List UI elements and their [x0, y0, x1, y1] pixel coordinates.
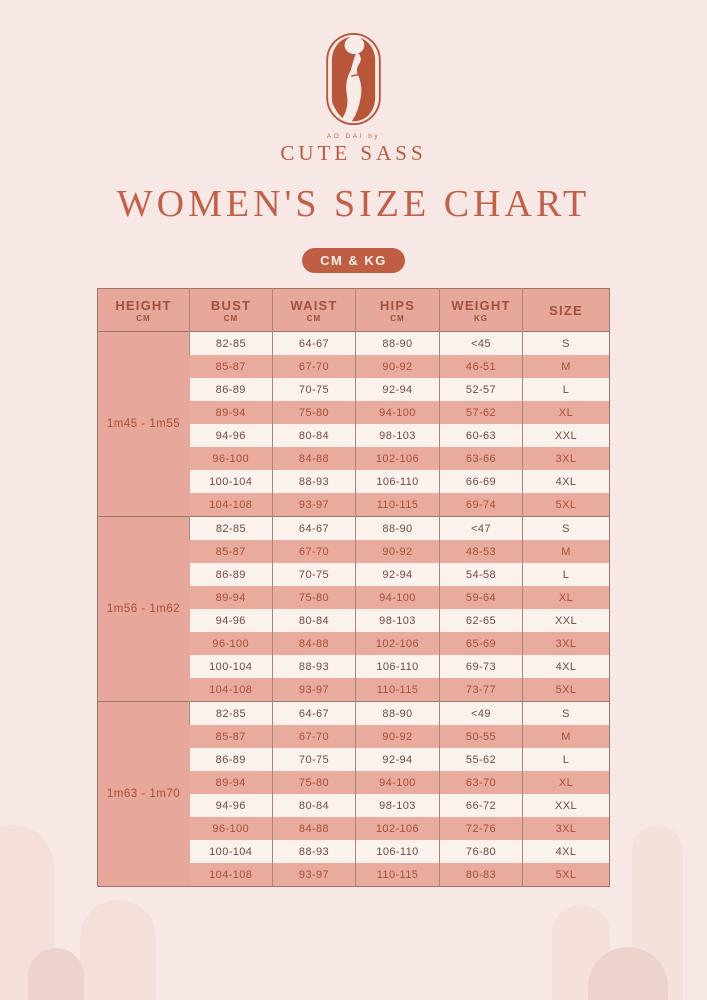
value-cell: 94-100	[356, 401, 440, 424]
value-cell: 72-76	[440, 817, 523, 840]
value-cell: 69-74	[440, 493, 523, 517]
value-cell: 88-93	[273, 655, 356, 678]
brand-tagline: AO DAI by	[326, 133, 381, 140]
column-header-hips	[356, 289, 440, 332]
value-cell: 54-58	[440, 563, 523, 586]
size-cell: XXL	[523, 424, 610, 447]
unit-badge: CM & KG	[302, 248, 405, 273]
column-header-label: WAIST	[290, 297, 338, 313]
value-cell: 98-103	[356, 794, 440, 817]
value-cell: 59-64	[440, 586, 523, 609]
value-cell: 84-88	[273, 817, 356, 840]
table-header-row	[98, 289, 610, 332]
value-cell: 102-106	[356, 817, 440, 840]
value-cell: 75-80	[273, 771, 356, 794]
value-cell: 66-69	[440, 470, 523, 493]
column-header-bust	[190, 289, 273, 332]
value-cell: 67-70	[273, 540, 356, 563]
column-header-label: SIZE	[549, 302, 583, 318]
value-cell: 100-104	[190, 840, 273, 863]
column-header-unit: CM	[136, 313, 151, 323]
size-cell: M	[523, 725, 610, 748]
value-cell: 85-87	[190, 540, 273, 563]
value-cell: 84-88	[273, 632, 356, 655]
value-cell: 88-93	[273, 840, 356, 863]
size-cell: 4XL	[523, 655, 610, 678]
value-cell: 88-90	[356, 332, 440, 356]
value-cell: 50-55	[440, 725, 523, 748]
value-cell: 80-84	[273, 794, 356, 817]
value-cell: 110-115	[356, 863, 440, 887]
value-cell: 94-100	[356, 586, 440, 609]
table-row	[98, 517, 610, 541]
value-cell: 96-100	[190, 447, 273, 470]
column-header-unit: CM	[223, 313, 239, 323]
column-header-label: BUST	[210, 297, 252, 313]
page-title: WOMEN'S SIZE CHART	[116, 183, 591, 225]
value-cell: 52-57	[440, 378, 523, 401]
value-cell: 89-94	[190, 401, 273, 424]
value-cell: 98-103	[356, 424, 440, 447]
value-cell: 100-104	[190, 470, 273, 493]
size-cell: L	[523, 748, 610, 771]
value-cell: 102-106	[356, 447, 440, 470]
column-header-label: WEIGHT	[451, 297, 511, 313]
value-cell: 98-103	[356, 609, 440, 632]
size-cell: M	[523, 355, 610, 378]
value-cell: <47	[440, 517, 523, 541]
value-cell: 94-96	[190, 794, 273, 817]
size-cell: M	[523, 540, 610, 563]
value-cell: 65-69	[440, 632, 523, 655]
size-cell: L	[523, 563, 610, 586]
size-cell: 3XL	[523, 817, 610, 840]
value-cell: 67-70	[273, 355, 356, 378]
value-cell: 82-85	[190, 702, 273, 726]
value-cell: 85-87	[190, 725, 273, 748]
value-cell: 110-115	[356, 678, 440, 702]
value-cell: 90-92	[356, 725, 440, 748]
woman-aodai-logo-icon	[325, 32, 382, 126]
size-cell: XL	[523, 586, 610, 609]
arch-decoration	[28, 948, 84, 1000]
value-cell: 64-67	[273, 517, 356, 541]
size-cell: XXL	[523, 609, 610, 632]
size-cell: L	[523, 378, 610, 401]
size-cell: 4XL	[523, 840, 610, 863]
column-header-waist	[273, 289, 356, 332]
value-cell: 94-100	[356, 771, 440, 794]
size-cell: 3XL	[523, 447, 610, 470]
value-cell: 62-65	[440, 609, 523, 632]
column-header-unit: KG	[474, 313, 488, 323]
value-cell: 86-89	[190, 563, 273, 586]
size-cell: 5XL	[523, 678, 610, 702]
column-header-size	[523, 289, 610, 332]
value-cell: 46-51	[440, 355, 523, 378]
size-cell: S	[523, 517, 610, 541]
value-cell: 89-94	[190, 586, 273, 609]
value-cell: 92-94	[356, 563, 440, 586]
size-cell: 5XL	[523, 493, 610, 517]
value-cell: 93-97	[273, 678, 356, 702]
size-cell: S	[523, 332, 610, 356]
value-cell: 80-84	[273, 424, 356, 447]
column-header-height	[98, 289, 190, 332]
value-cell: 86-89	[190, 378, 273, 401]
value-cell: 104-108	[190, 863, 273, 887]
value-cell: 88-90	[356, 517, 440, 541]
value-cell: 88-93	[273, 470, 356, 493]
value-cell: 75-80	[273, 586, 356, 609]
value-cell: 104-108	[190, 678, 273, 702]
arch-decoration	[80, 900, 156, 1000]
value-cell: 86-89	[190, 748, 273, 771]
value-cell: 90-92	[356, 540, 440, 563]
value-cell: 75-80	[273, 401, 356, 424]
value-cell: 110-115	[356, 493, 440, 517]
value-cell: 73-77	[440, 678, 523, 702]
value-cell: 84-88	[273, 447, 356, 470]
value-cell: 66-72	[440, 794, 523, 817]
value-cell: 89-94	[190, 771, 273, 794]
value-cell: 102-106	[356, 632, 440, 655]
value-cell: 100-104	[190, 655, 273, 678]
value-cell: 88-90	[356, 702, 440, 726]
column-header-unit: CM	[390, 313, 405, 323]
size-cell: S	[523, 702, 610, 726]
height-range-cell: 1m45 - 1m55	[98, 332, 190, 517]
value-cell: 82-85	[190, 517, 273, 541]
value-cell: 55-62	[440, 748, 523, 771]
value-cell: 92-94	[356, 748, 440, 771]
value-cell: 96-100	[190, 817, 273, 840]
size-cell: XXL	[523, 794, 610, 817]
value-cell: 80-83	[440, 863, 523, 887]
value-cell: 90-92	[356, 355, 440, 378]
value-cell: 64-67	[273, 702, 356, 726]
value-cell: <45	[440, 332, 523, 356]
height-range-cell: 1m63 - 1m70	[98, 702, 190, 887]
value-cell: 69-73	[440, 655, 523, 678]
value-cell: 70-75	[273, 378, 356, 401]
value-cell: 80-84	[273, 609, 356, 632]
value-cell: 63-66	[440, 447, 523, 470]
height-group	[98, 702, 610, 887]
height-group	[98, 517, 610, 702]
value-cell: 57-62	[440, 401, 523, 424]
value-cell: 106-110	[356, 470, 440, 493]
size-cell: XL	[523, 401, 610, 424]
value-cell: <49	[440, 702, 523, 726]
size-table	[97, 288, 610, 887]
size-cell: 4XL	[523, 470, 610, 493]
brand-name: CUTE SASS	[280, 141, 427, 165]
value-cell: 96-100	[190, 632, 273, 655]
value-cell: 94-96	[190, 609, 273, 632]
value-cell: 93-97	[273, 863, 356, 887]
size-cell: 5XL	[523, 863, 610, 887]
value-cell: 60-63	[440, 424, 523, 447]
value-cell: 106-110	[356, 840, 440, 863]
value-cell: 70-75	[273, 563, 356, 586]
column-header-weight	[440, 289, 523, 332]
column-header-label: HIPS	[379, 297, 416, 313]
size-cell: 3XL	[523, 632, 610, 655]
height-group	[98, 332, 610, 517]
value-cell: 48-53	[440, 540, 523, 563]
column-header-label: HEIGHT	[115, 297, 172, 313]
value-cell: 92-94	[356, 378, 440, 401]
table-row	[98, 702, 610, 726]
value-cell: 82-85	[190, 332, 273, 356]
value-cell: 70-75	[273, 748, 356, 771]
size-cell: XL	[523, 771, 610, 794]
value-cell: 76-80	[440, 840, 523, 863]
value-cell: 67-70	[273, 725, 356, 748]
value-cell: 85-87	[190, 355, 273, 378]
value-cell: 104-108	[190, 493, 273, 517]
value-cell: 63-70	[440, 771, 523, 794]
height-range-cell: 1m56 - 1m62	[98, 517, 190, 702]
value-cell: 106-110	[356, 655, 440, 678]
value-cell: 64-67	[273, 332, 356, 356]
column-header-unit: CM	[306, 313, 322, 323]
value-cell: 94-96	[190, 424, 273, 447]
table-row	[98, 332, 610, 356]
brand-header	[0, 0, 707, 273]
value-cell: 93-97	[273, 493, 356, 517]
